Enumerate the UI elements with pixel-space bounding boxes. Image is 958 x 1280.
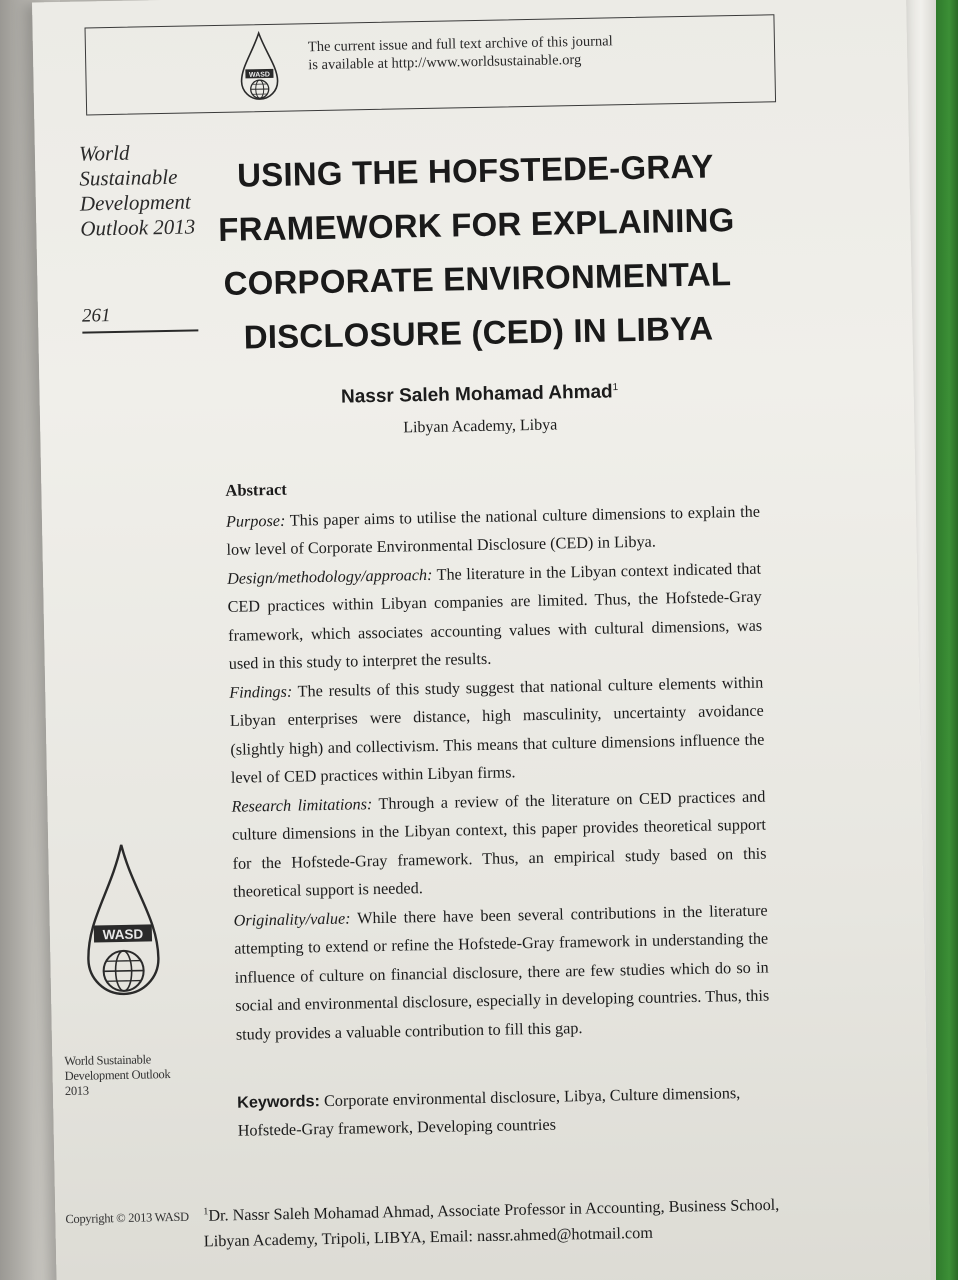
abstract-limitations-text: Through a review of the literature on CED practices and culture dimensions in the Libyan context, this paper provides theoretical support for the Hofstede-Gray framework. Thus, an empirical study based on this theoretical support is needed. — [231, 787, 767, 901]
page-number: 261 — [81, 305, 111, 327]
abstract-purpose-text: This paper aims to utilise the national culture dimensions to explain the low level of Corporate Environmental Disclosure (CED) in Libya. — [226, 502, 761, 559]
journal-name-line1: World — [78, 140, 130, 166]
footnote-text: Dr. Nassr Saleh Mohamad Ahmad, Associate Professor in Accounting, Business School, Libyan Academy, Tripoli, LIBYA, Email: nassr.ahmed@hotmail.com — [203, 1195, 780, 1251]
page-number-rule — [82, 329, 198, 333]
abstract-findings-label: Findings: — [229, 682, 293, 702]
journal-name — [79, 139, 221, 242]
keywords-label: Keywords: — [237, 1092, 321, 1112]
abstract-originality-label: Originality/value: — [233, 909, 351, 930]
abstract-findings — [229, 668, 765, 792]
wasd-logo-icon — [238, 31, 281, 104]
journal-name-line2: Sustainable — [79, 164, 178, 191]
archive-notice-line2: is available at http://www.worldsustainable.org — [308, 51, 582, 74]
abstract — [225, 467, 770, 1049]
keywords-text: Corporate environmental disclosure, Libya, Culture dimensions, Hofstede-Gray framework, Developing countries — [237, 1084, 741, 1140]
journal-small-line2: Development Outlook — [64, 1067, 171, 1084]
wasd-drop-logo-icon — [82, 840, 163, 1011]
abstract-purpose-label: Purpose: — [225, 511, 286, 531]
keywords — [237, 1078, 798, 1145]
journal-name-line4: Outlook 2013 — [80, 214, 196, 241]
journal-name-line3: Development — [79, 189, 191, 216]
abstract-purpose — [226, 497, 761, 564]
journal-small-line1: World Sustainable — [64, 1052, 152, 1069]
title-line2: FRAMEWORK FOR EXPLAINING — [217, 201, 735, 248]
author-affiliation: Libyan Academy, Libya — [403, 416, 558, 437]
article-title — [215, 139, 739, 365]
journal-page — [32, 0, 931, 1280]
journal-archive-box — [85, 14, 777, 115]
archive-notice-line1: The current issue and full text archive of this journal — [307, 33, 613, 56]
abstract-design-text: The literature in the Libyan context indicated that CED practices within Libyan companies are limited. Thus, the Hofstede-Gray framework, which associates accounting values with cultural dimensions, was used in this study to interpret the results. — [227, 559, 763, 673]
abstract-design — [227, 554, 763, 678]
author-footnote — [203, 1188, 804, 1255]
abstract-limitations-label: Research limitations: — [231, 794, 373, 816]
title-line3: CORPORATE ENVIRONMENTAL — [223, 255, 732, 302]
copyright-notice: Copyright © 2013 WASD — [65, 1209, 189, 1227]
abstract-originality-text: While there have been several contributions in the literature attempting to extend or refine the Hofstede-Gray framework in understanding the influence of culture on financial disclosure, there are few studies which do so in social and environmental disclosure, especially in developing countries. Thus, this study provides a valuable contribution to fill this gap. — [234, 901, 770, 1044]
wasd-logo-text: WASD — [102, 926, 144, 943]
author-note-mark: 1 — [612, 381, 619, 394]
journal-small-line3: 2013 — [64, 1083, 89, 1099]
journal-name-small — [64, 1052, 185, 1099]
abstract-findings-text: The results of this study suggest that national culture elements within Libyan enterprises were distance, high masculinity, uncertainty avoidance (slightly high) and collectivism. This means that culture dimensions influence the level of CED practices within Libyan firms. — [229, 673, 765, 787]
title-line1: USING THE HOFSTEDE-GRAY — [236, 147, 714, 194]
abstract-originality — [233, 896, 770, 1049]
author-name-text: Nassr Saleh Mohamad Ahmad — [340, 381, 613, 408]
header-logo-text: WASD — [248, 71, 271, 79]
footnote-mark: 1 — [203, 1206, 209, 1218]
abstract-design-label: Design/methodology/approach: — [226, 565, 433, 588]
abstract-limitations — [231, 782, 767, 906]
abstract-heading: Abstract — [225, 479, 288, 500]
author-name — [219, 379, 739, 411]
archive-notice — [308, 30, 749, 74]
book-cover-edge — [936, 0, 958, 1280]
title-line4: DISCLOSURE (CED) IN LIBYA — [243, 309, 714, 356]
